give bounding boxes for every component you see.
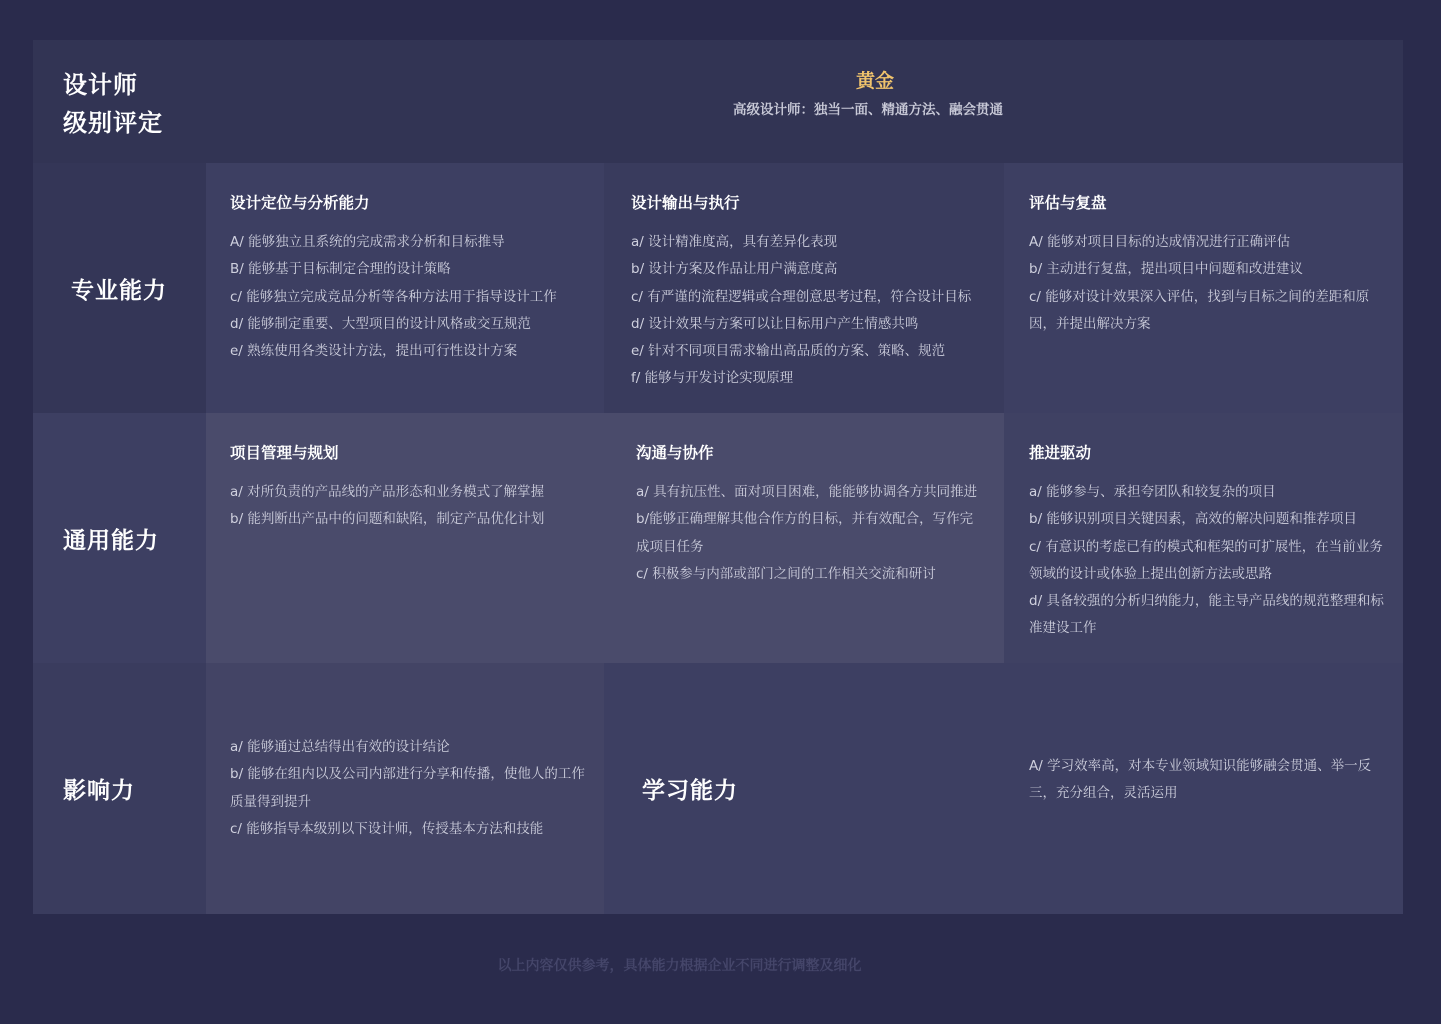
row-label-professional <box>33 163 206 413</box>
list-item: c/ 有意识的考虑已有的模式和框架的可扩展性，在当前业务领域的设计或体验上提出创新方法或思路 <box>1029 538 1383 582</box>
list-item: d/ 具备较强的分析归纳能力，能主导产品线的规范整理和标准建设工作 <box>1029 593 1384 637</box>
cell-design-output <box>604 163 1004 413</box>
list-item: e/ 针对不同项目需求输出高品质的方案、策略、规范 <box>631 343 946 360</box>
list-item: c/ 积极参与内部或部门之间的工作相关交流和研讨 <box>636 565 936 582</box>
footer-note: 以上内容仅供参考，具体能力根据企业不同进行调整及细化 <box>497 958 862 974</box>
cell-title: 设计定位与分析能力 <box>230 194 370 212</box>
list-item: b/ 设计方案及作品让用户满意度高 <box>631 261 838 278</box>
header-bar <box>33 40 1403 163</box>
cell-title: 沟通与协作 <box>636 444 714 462</box>
cell-evaluation-review <box>1004 163 1403 413</box>
row-label-text: 学习能力 <box>642 777 738 804</box>
list-item: A/ 能够独立且系统的完成需求分析和目标推导 <box>230 234 505 250</box>
list-item: b/ 能够识别项目关键因素，高效的解决问题和推荐项目 <box>1029 511 1357 528</box>
row-label-text: 通用能力 <box>63 526 159 554</box>
cell-list <box>1029 479 1385 643</box>
list-item: b/ 能判断出产品中的问题和缺陷，制定产品优化计划 <box>230 511 545 528</box>
list-item: A/ 能够对项目目标的达成情况进行正确评估 <box>1029 234 1291 250</box>
list-item: c/ 能够指导本级别以下设计师，传授基本方法和技能 <box>230 820 544 837</box>
cell-list <box>230 229 604 365</box>
cell-drive-progress <box>1004 413 1403 663</box>
list-item: c/ 能够独立完成竞品分析等各种方法用于指导设计工作 <box>230 288 557 305</box>
cell-title: 项目管理与规划 <box>230 444 339 462</box>
list-item: b/ 能够在组内以及公司内部进行分享和传播，使他人的工作质量得到提升 <box>230 766 585 810</box>
cell-title: 推进驱动 <box>1029 444 1092 462</box>
row-label-influence <box>33 663 206 914</box>
row-label-text: 影响力 <box>63 777 135 804</box>
list-item: a/ 具有抗压性、面对项目困难，能能够协调各方共同推进 <box>636 484 978 500</box>
rating-panel <box>33 40 1403 914</box>
level-name: 黄金 <box>855 70 894 92</box>
list-item: a/ 设计精准度高，具有差异化表现 <box>631 234 838 250</box>
cell-title: 评估与复盘 <box>1029 194 1107 212</box>
list-item: e/ 熟练使用各类设计方法，提出可行性设计方案 <box>230 343 518 360</box>
cell-project-management <box>206 413 604 663</box>
cell-list <box>1029 229 1385 338</box>
list-item: c/ 能够对设计效果深入评估，找到与目标之间的差距和原因，并提出解决方案 <box>1029 288 1370 332</box>
list-item: a/ 对所负责的产品线的产品形态和业务模式了解掌握 <box>230 484 545 500</box>
page-title: 设计师 级别评定 <box>63 70 163 137</box>
list-item: b/ 主动进行复盘，提出项目中问题和改进建议 <box>1029 261 1303 278</box>
list-item: a/ 能够参与、承担夸团队和较复杂的项目 <box>1029 484 1276 500</box>
cell-list <box>1029 753 1385 808</box>
list-item: d/ 设计效果与方案可以让目标用户产生情感共鸣 <box>631 315 919 332</box>
cell-design-positioning <box>206 163 604 413</box>
list-item: f/ 能够与开发讨论实现原理 <box>631 370 794 387</box>
level-description: 高级设计师：独当一面、精通方法、融会贯通 <box>733 102 1003 118</box>
list-item: d/ 能够制定重要、大型项目的设计风格或交互规范 <box>230 315 531 332</box>
list-item: b/能够正确理解其他合作方的目标，并有效配合，写作完成项目任务 <box>636 511 974 555</box>
list-item: a/ 能够通过总结得出有效的设计结论 <box>230 739 450 755</box>
row-label-general <box>33 413 206 663</box>
list-item: c/ 有严谨的流程逻辑或合理创意思考过程，符合设计目标 <box>631 288 972 305</box>
cell-list <box>230 734 586 843</box>
cell-communication <box>604 413 1004 663</box>
list-item: A/ 学习效率高，对本专业领域知识能够融会贯通、举一反三，充分组合，灵活运用 <box>1029 758 1372 802</box>
list-item: B/ 能够基于目标制定合理的设计策略 <box>230 261 451 278</box>
row-label-learning <box>604 663 1004 914</box>
cell-title: 设计输出与执行 <box>631 194 740 212</box>
cell-list <box>631 229 1004 393</box>
cell-list <box>636 479 984 588</box>
cell-learning-items <box>1004 663 1403 914</box>
row-label-text: 专业能力 <box>71 276 167 304</box>
cell-list <box>230 479 604 534</box>
cell-influence-items <box>206 663 604 914</box>
